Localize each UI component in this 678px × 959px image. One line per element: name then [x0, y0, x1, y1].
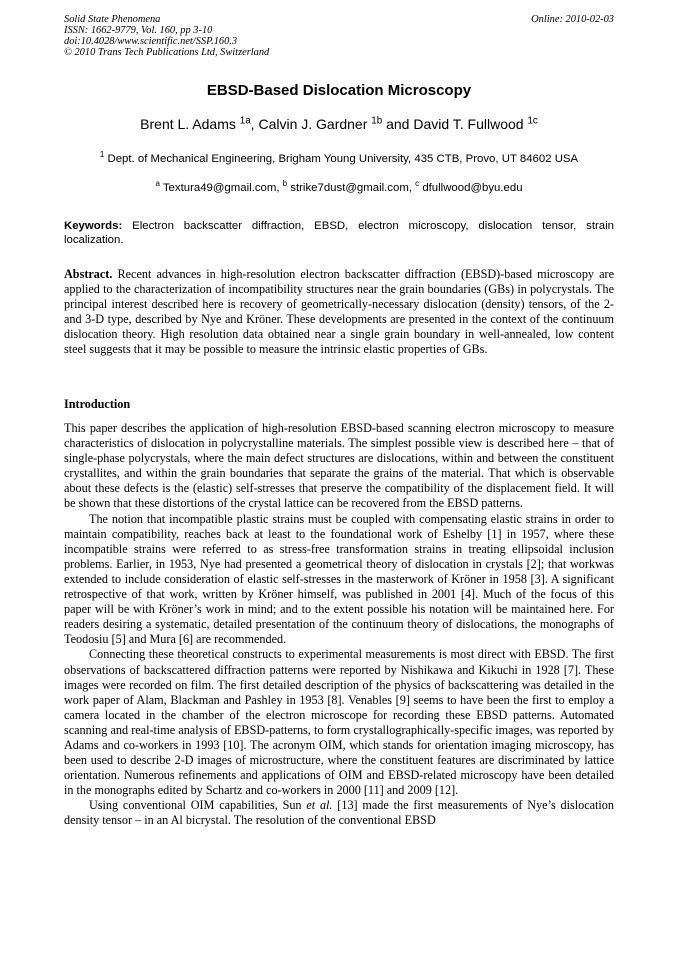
abstract-text: Recent advances in high-resolution electron backscatter diffraction (EBSD)-based microscopy are applied to the characterization of incompatibility structures near the grain boundaries (GBs) in polycrystals. The principal interest described here is recovery of geometrically-necessary dislocation (density) tensors, of the 2- and 3-D type, described by Nye and Kröner. These developments are presented in the context of the continuum dislocation theory. High resolution data obtained near a single grain boundary in well-annealed, low content steel suggests that it may be possible to measure the intrinsic elastic properties of GBs. [64, 267, 614, 357]
journal-issn: ISSN: 1662-9779, Vol. 160, pp 3-10 [64, 25, 213, 36]
keywords-label: Keywords: [64, 220, 123, 232]
paragraph: This paper describes the application of high-resolution EBSD-based scanning electron microscopy to measure characteristics of dislocation in polycrystalline materials. The simplest possible view is described here – that of single-phase polycrystals, where the main defect structures are dislocations, within and between the constituent crystallites, and within the grain boundaries that separate the grains of the material. That which is observable about these defects is the (elastic) self-stresses that preserve the compatibility of the displacement field. It will be shown that these distortions of the crystal lattice can be recovered from the EBSD patterns. [64, 421, 614, 511]
online-date: Online: 2010-02-03 [531, 14, 614, 25]
email-superscript: b [282, 179, 288, 189]
email-address: Textura49@gmail.com, [162, 182, 283, 194]
affiliation-text: Dept. of Mechanical Engineering, Brigham Young University, 435 CTB, Provo, UT 84602 USA [107, 153, 579, 165]
author-separator: and [382, 116, 414, 132]
section-heading-introduction: Introduction [64, 397, 131, 411]
keywords [64, 219, 614, 247]
paragraph: The notion that incompatible plastic strains must be coupled with compensating elastic strains in order to maintain compatibility, reaches back at least to the foundational work of Eshelby [1] in 1957, where these incompatible strains were referred to as stress-free transformation strains in treating ellipsoidal inclusion problems. Earlier, in 1953, Nye had presented a geometrical theory of dislocation in crystals [2]; that workwas extended to include consideration of elastic self-stresses in the masterwork of Kröner in 1958 [3]. A significant retrospective of that work, written by Kröner himself, was published in 2001 [4]. Much of the focus of this paper will be with Kröner’s work in mind; and to the extent possible his notation will be maintained here. For readers desiring a systematic, detailed presentation of the continuum theory of dislocations, the monographs of Teodosiu [5] and Mura [6] are recommended. [64, 511, 614, 647]
author-list [0, 115, 678, 133]
paragraph [64, 798, 614, 828]
paragraph-text: [13] made the first measurements of Nye’s dislocation density tensor – in an Al bicrystal. The resolution of the conventional EBSD [64, 798, 614, 828]
author-superscript: 1c [527, 115, 538, 127]
abstract [64, 267, 614, 358]
paper-title: EBSD-Based Dislocation Microscopy [206, 82, 472, 99]
affiliation-superscript: 1 [99, 150, 105, 160]
author-superscript: 1a [239, 115, 251, 127]
affiliation [0, 152, 678, 166]
author-name: Brent L. Adams [140, 116, 236, 132]
email-superscript: c [415, 179, 420, 189]
journal-doi: doi:10.4028/www.scientific.net/SSP.160.3 [64, 36, 238, 47]
author-separator: , [250, 116, 259, 132]
paragraph: Connecting these theoretical constructs to experimental measurements is most direct with EBSD. The first observations of backscattered diffraction patterns were reported by Nishikawa and Kikuchi in 1928 [7]. These images were recorded on film. The first detailed description of the physics of backscattering was detailed in the work paper of Alam, Blackman and Pashley in 1953 [8]. Venables [9] seems to have been the first to employ a camera located in the chamber of the electron microscope for recording these EBSD patterns. Automated scanning and real-time analysis of EBSD-patterns, to form crystallographically-specific images, was reported by Adams and co-workers in 1993 [10]. The acronym OIM, which stands for orientation imaging microscopy, has been used to describe 2-D images of microstructure, where the constituent features are discriminated by lattice orientation. Numerous refinements and applications of OIM and EBSD-related microscopy have been detailed in the monographs edited by Schartz and co-workers in 2000 [11] and 2009 [12]. [64, 647, 614, 798]
introduction-body [64, 421, 614, 829]
email-list [0, 181, 678, 195]
email-address: strike7dust@gmail.com, [290, 182, 416, 194]
et-al: et al. [306, 798, 333, 813]
journal-name: Solid State Phenomena [64, 14, 161, 25]
journal-copyright: © 2010 Trans Tech Publications Ltd, Switzerland [64, 47, 270, 58]
journal-header [64, 14, 614, 58]
author-name: Calvin J. Gardner [258, 116, 368, 132]
email-superscript: a [155, 179, 160, 189]
author-superscript: 1b [371, 115, 383, 127]
email-address: dfullwood@byu.edu [422, 182, 523, 194]
author-name: David T. Fullwood [413, 116, 524, 132]
abstract-label: Abstract. [64, 267, 113, 281]
keywords-text: Electron backscatter diffraction, EBSD, electron microscopy, dislocation tensor, strain localization. [64, 220, 615, 246]
paragraph-text: Using conventional OIM capabilities, Sun [89, 798, 307, 813]
